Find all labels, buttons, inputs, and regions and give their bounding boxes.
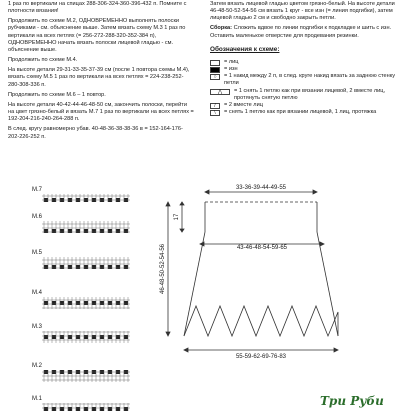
ssk-symbol-icon: \: [210, 110, 220, 116]
legend-title: Обозначения к схеме:: [210, 45, 280, 53]
chart-m5: [42, 257, 130, 269]
chart-m1: [42, 403, 130, 411]
height-measure-label: 46-48-50-52-54-56: [160, 243, 166, 295]
instruction-paragraph: Продолжить по схеме М.4.: [8, 57, 78, 64]
instruction-paragraph: На высоте детали 40-42-44-46-48-50 см, закончить полоски, перейти на цвет грязно-белый и вязать М.7 1 раз по вертикали на всех петлях = 192-204-216-240-264-288 п.: [8, 101, 194, 123]
legend-text: = снять 1 петлю как при вязании лицевой, 1 лиц, протяжка: [224, 109, 377, 116]
waist-measure-label: 17: [174, 213, 180, 221]
middle-measure-label: 43-46-48-54-59-65: [236, 245, 288, 251]
site-logo: Три Руби: [320, 394, 384, 408]
legend-text: = 2 вместе лиц: [224, 101, 263, 108]
chart-label-m2: М.2: [32, 363, 43, 369]
instruction-paragraph: 1 раз по вертикали на спицах 288-306-324-360-396-432 п. Помните с плотности вязания!: [8, 1, 187, 15]
chart-m4: [42, 297, 130, 309]
chart-label-m7: М.7: [32, 187, 43, 193]
legend-text: = 1 накид между 2 п, в след. круге накид вязать за заднюю стенку петли: [224, 73, 396, 87]
chart-label-m3: М.3: [32, 324, 43, 330]
yarn-over-symbol-icon: ○: [210, 74, 220, 80]
chart-m2: [42, 370, 130, 382]
assembly-label: Сборка:: [210, 25, 233, 32]
legend-text: = лиц: [224, 58, 239, 65]
bottom-measure-label: 55-59-62-69-76-83: [235, 354, 287, 360]
chart-label-m5: М.5: [32, 250, 43, 256]
chart-label-m6: М.6: [32, 214, 43, 220]
k2tog-symbol-icon: /: [210, 103, 220, 109]
chart-label-m1: М.1: [32, 396, 43, 402]
chart-label-m4: М.4: [32, 290, 43, 296]
chart-m6: [42, 221, 130, 233]
legend-text: = изн: [224, 66, 238, 73]
instruction-paragraph: Продолжить по схеме М.2, ОДНОВРЕМЕННО выполнять полоски рубчиками - см. объяснение выше. Затем вязать схему М.3 1 раз по вертикали на всех петлях (= 256-272-288-320-352-384 п), ОДНОВРЕМЕННО начать вязать полоски лицевой гладью - см. объяснение выше.: [8, 18, 186, 53]
instruction-paragraph: В след. кругу равномерно убав. 40-48-36-38-38-36 в = 152-164-176-202-226-252 п.: [8, 126, 183, 140]
top-measure-label: 33-36-39-44-49-55: [235, 185, 287, 191]
assembly-text: Сложить вдвое по линии подгибки к подкладке и шить с изн. Оставить маленькое отверстие для продевания резинки.: [210, 25, 392, 39]
legend-text: = 1 снять 1 петлю как при вязании лицевой, 2 вместе лиц, протянуть снятую петлю: [234, 87, 386, 101]
instruction-paragraph: Затем вязать лицевой гладью цветом грязно-белый. На высоте детали 46-48-50-52-54-56 см вязать 1 круг - все изн (= линия подгибки), затем лицевой гладью 2 см и свободно закрыть петли.: [210, 1, 395, 22]
chart-m7: [42, 194, 130, 202]
instruction-paragraph: Продолжить по схеме М.6 – 1 повтор.: [8, 91, 106, 98]
double-decrease-symbol-icon: ⋀: [210, 89, 230, 95]
skirt-schematic: [166, 190, 338, 352]
instruction-paragraph: На высоте детали 29-31-33-35-37-39 см (после 1 повтора схемы М.4), вязать схему М.5 1 раз по вертикали на всех петлях = 224-238-252-280-308-336 п.: [8, 67, 190, 88]
chart-m3: [42, 331, 130, 343]
